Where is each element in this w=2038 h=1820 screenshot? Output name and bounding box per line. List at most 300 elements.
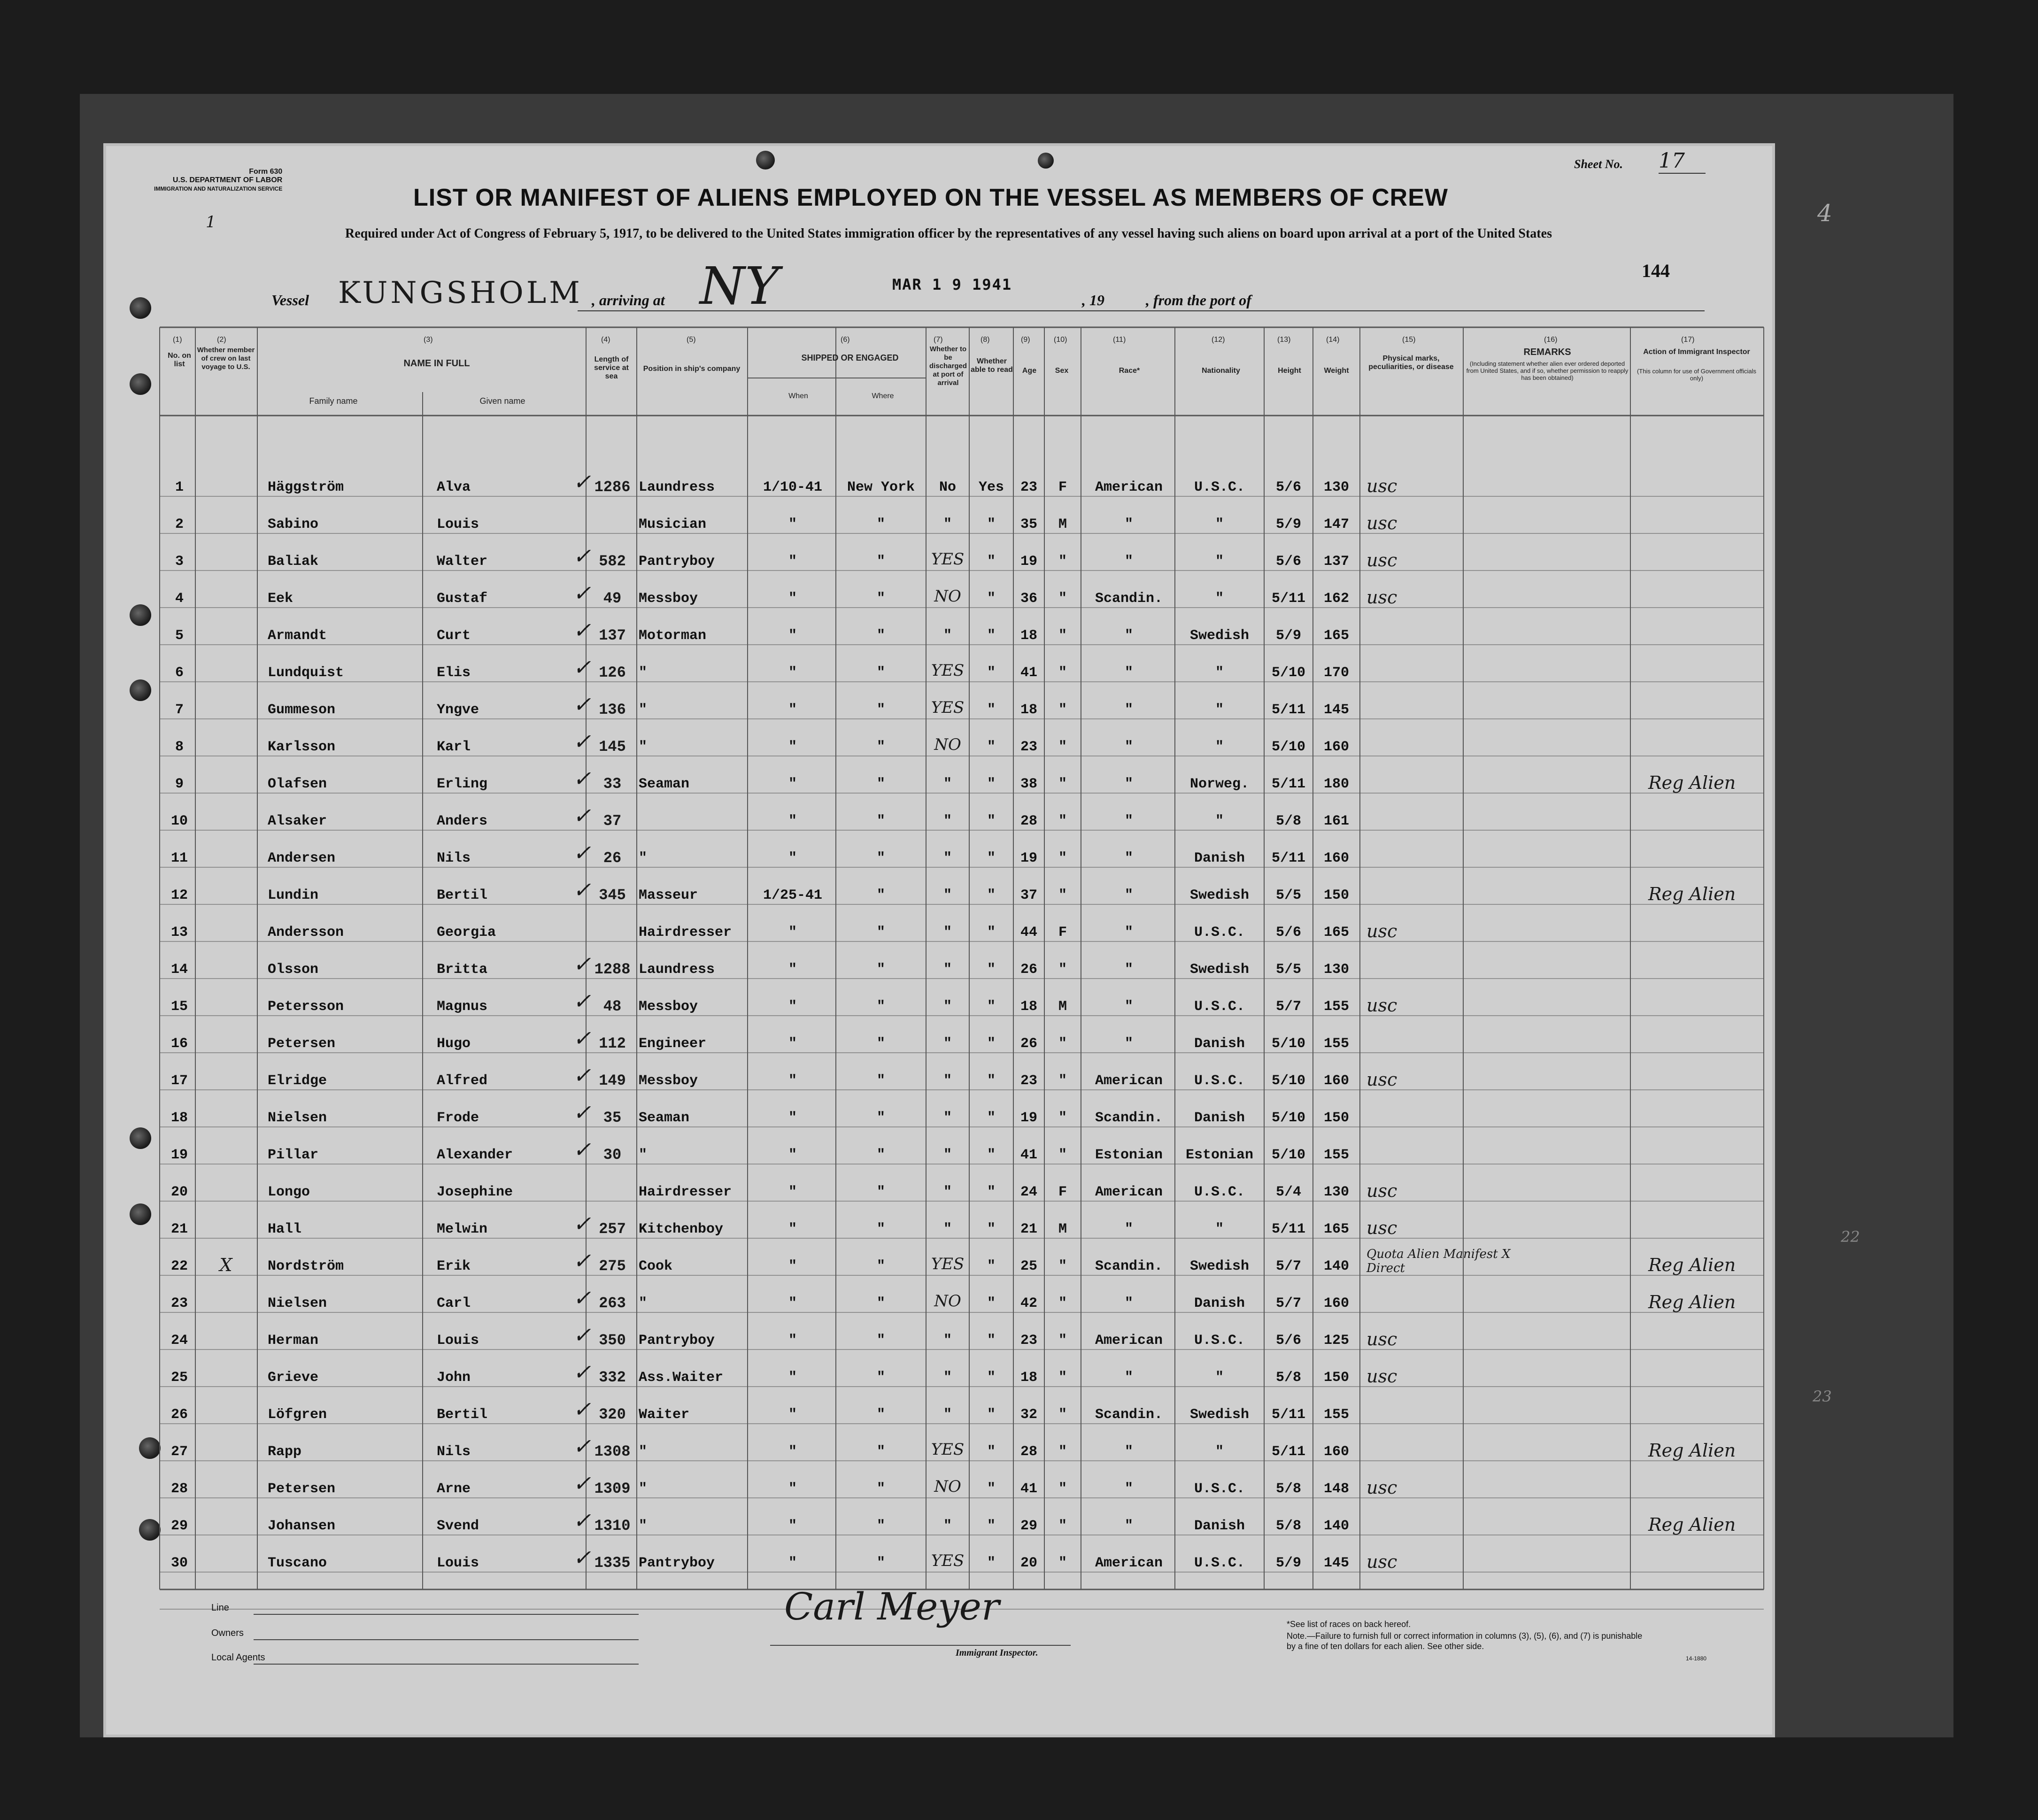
shipped-when: ": [788, 1296, 797, 1311]
service-length: 37: [603, 812, 622, 830]
nationality: Danish: [1194, 1296, 1245, 1311]
table-row: [103, 1136, 1775, 1172]
discharged: YES: [931, 661, 965, 680]
form-number: Form 630: [249, 168, 283, 176]
position: ": [639, 850, 648, 866]
position: ": [639, 1518, 648, 1534]
action-note: (This column for use of Government officials only): [1637, 368, 1757, 382]
shipped-where: ": [876, 1184, 885, 1200]
sex: ": [1058, 628, 1067, 644]
position: Kitchenboy: [639, 1221, 724, 1237]
able-to-read: ": [987, 962, 996, 978]
height: 5/10: [1271, 1036, 1305, 1052]
given-name: Hugo: [437, 1036, 471, 1052]
given-name: Erling: [437, 776, 488, 792]
shipped-where: ": [876, 962, 885, 978]
weight: 170: [1323, 665, 1349, 681]
row-number: 5: [175, 628, 184, 644]
family-name: Olafsen: [268, 776, 327, 792]
sex: F: [1058, 479, 1067, 495]
service-length: 350: [599, 1332, 626, 1349]
height: 5/7: [1275, 999, 1301, 1015]
race: ": [1124, 1518, 1133, 1534]
nationality: Danish: [1194, 850, 1245, 866]
column-13-label: Height: [1278, 367, 1301, 375]
weight: 137: [1323, 554, 1349, 570]
given-name: Josephine: [437, 1184, 513, 1200]
weight: 125: [1323, 1333, 1349, 1349]
column-16-label: REMARKS: [1523, 347, 1571, 357]
weight: 147: [1323, 517, 1349, 532]
sex: ": [1058, 850, 1067, 866]
nationality: U.S.C.: [1194, 479, 1245, 495]
weight: 130: [1323, 962, 1349, 978]
able-to-read: ": [987, 1110, 996, 1126]
vessel-label: Vessel: [271, 292, 309, 308]
column-7-label: Whether to be discharged at port of arrival: [929, 345, 967, 387]
shipped-when: ": [788, 1036, 797, 1052]
height: 5/5: [1275, 962, 1301, 978]
shipped-when: ": [788, 850, 797, 866]
service-length: 33: [603, 775, 622, 793]
position: Ass.Waiter: [639, 1370, 724, 1386]
age: 36: [1020, 591, 1037, 607]
given-name: Melwin: [437, 1221, 488, 1237]
column-3-label: NAME IN FULL: [403, 358, 470, 369]
table-row: [103, 839, 1775, 876]
nationality: Swedish: [1189, 887, 1250, 903]
column-11-number: (11): [1113, 336, 1126, 344]
shipped-when: 1/25-41: [763, 887, 823, 903]
owners-underline: [254, 1639, 639, 1640]
sex: ": [1058, 1258, 1067, 1274]
weight: 160: [1323, 1073, 1349, 1089]
nationality: U.S.C.: [1194, 1481, 1245, 1497]
nationality: ": [1215, 1370, 1224, 1386]
given-name: Frode: [437, 1110, 479, 1126]
row-number: 23: [170, 1296, 188, 1311]
able-to-read: ": [987, 1258, 996, 1274]
page-number: 144: [1642, 260, 1670, 281]
row-number: 15: [170, 999, 188, 1015]
given-name: Yngve: [437, 702, 479, 718]
weight: 150: [1323, 887, 1349, 903]
able-to-read: ": [987, 1407, 996, 1423]
age: 28: [1020, 1444, 1037, 1460]
age: 19: [1020, 850, 1037, 866]
height: 5/6: [1275, 479, 1301, 495]
shipped-where: ": [876, 702, 885, 718]
service-length: 582: [599, 553, 626, 570]
shipped-where: ": [876, 554, 885, 570]
weight: 145: [1323, 702, 1349, 718]
discharged: ": [943, 776, 952, 792]
row-number: 19: [170, 1147, 188, 1163]
table-row: [103, 1470, 1775, 1506]
service-length: 26: [603, 849, 622, 867]
age: 25: [1020, 1258, 1037, 1274]
able-to-read: ": [987, 702, 996, 718]
age: 18: [1020, 628, 1037, 644]
check-mark-icon: ✓: [573, 803, 591, 828]
position: Pantryboy: [639, 1333, 715, 1349]
weight: 155: [1323, 1407, 1349, 1423]
check-mark-icon: ✓: [573, 840, 591, 865]
given-name: Magnus: [437, 999, 488, 1015]
sex: ": [1058, 1147, 1067, 1163]
table-row: [103, 1062, 1775, 1098]
able-to-read: ": [987, 1444, 996, 1460]
weight: 160: [1323, 739, 1349, 755]
check-mark-icon: ✓: [573, 1100, 591, 1125]
able-to-read: ": [987, 591, 996, 607]
shipped-when: ": [788, 1407, 797, 1423]
discharged: ": [943, 1407, 952, 1423]
discharged: ": [943, 517, 952, 532]
height: 5/11: [1271, 1221, 1305, 1237]
weight: 160: [1323, 850, 1349, 866]
table-row: [103, 579, 1775, 616]
row-number: 13: [170, 925, 188, 941]
given-name: Anders: [437, 813, 488, 829]
sex: ": [1058, 554, 1067, 570]
shipped-where: ": [876, 1444, 885, 1460]
family-name: Lundquist: [268, 665, 344, 681]
position: Seaman: [639, 776, 690, 792]
age: 42: [1020, 1296, 1037, 1311]
given-name: Carl: [437, 1296, 471, 1311]
nationality: U.S.C.: [1194, 1555, 1245, 1571]
check-mark-icon: ✓: [573, 580, 591, 606]
race: ": [1124, 702, 1133, 718]
age: 26: [1020, 962, 1037, 978]
service-length: 1310: [594, 1517, 631, 1535]
height: 5/8: [1275, 813, 1301, 829]
column-9-number: (9): [1021, 336, 1030, 344]
service-length: 137: [599, 627, 626, 644]
height: 5/8: [1275, 1370, 1301, 1386]
physical-marks: usc: [1366, 1218, 1397, 1238]
inspector-action: Reg Alien: [1648, 772, 1736, 793]
family-name: Hall: [268, 1221, 302, 1237]
service-length: 320: [599, 1406, 626, 1423]
weight: 130: [1323, 1184, 1349, 1200]
column-17-label: Action of Immigrant Inspector: [1643, 348, 1750, 356]
family-name: Alsaker: [268, 813, 327, 829]
sex: ": [1058, 1444, 1067, 1460]
physical-marks: usc: [1366, 1180, 1397, 1201]
shipped-where: ": [876, 739, 885, 755]
family-name: Lundin: [268, 887, 319, 903]
weight: 155: [1323, 1147, 1349, 1163]
row-number: 14: [170, 962, 188, 978]
inspector-action: Reg Alien: [1648, 884, 1736, 904]
service-length: 126: [599, 664, 626, 681]
column-1-label: No. on list: [168, 352, 191, 368]
service-length: 145: [599, 738, 626, 756]
column-16-number: (16): [1544, 336, 1558, 344]
race: ": [1124, 1221, 1133, 1237]
check-mark-icon: ✓: [573, 1396, 591, 1422]
weight: 165: [1323, 628, 1349, 644]
service-length: 1286: [594, 478, 631, 496]
service-length: 257: [599, 1220, 626, 1238]
race: ": [1124, 554, 1133, 570]
age: 35: [1020, 517, 1037, 532]
check-mark-icon: ✓: [573, 1508, 591, 1533]
row-number: 12: [170, 887, 188, 903]
nationality: ": [1215, 702, 1224, 718]
shipped-where: ": [876, 850, 885, 866]
column-2-label: Whether member of crew on last voyage to U.S.: [197, 346, 255, 371]
nationality: ": [1215, 813, 1224, 829]
discharged: ": [943, 1221, 952, 1237]
check-mark-icon: ✓: [573, 1322, 591, 1348]
age: 28: [1020, 813, 1037, 829]
service-name: IMMIGRATION AND NATURALIZATION SERVICE: [154, 185, 283, 192]
shipped-when: ": [788, 739, 797, 755]
column-15-number: (15): [1402, 336, 1416, 344]
given-name: Bertil: [437, 887, 488, 903]
nationality: Swedish: [1189, 962, 1250, 978]
race: ": [1124, 1296, 1133, 1311]
race: ": [1124, 813, 1133, 829]
age: 41: [1020, 1147, 1037, 1163]
table-row: [103, 505, 1775, 542]
age: 18: [1020, 1370, 1037, 1386]
discharged: ": [943, 1110, 952, 1126]
discharged: YES: [931, 550, 965, 569]
position: ": [639, 739, 648, 755]
shipped-where: New York: [847, 479, 915, 495]
height: 5/11: [1271, 850, 1305, 866]
race: Scandin.: [1095, 591, 1163, 607]
sex: ": [1058, 1407, 1067, 1423]
row-number: 26: [170, 1407, 188, 1423]
shipped-when: ": [788, 702, 797, 718]
position: Messboy: [639, 999, 698, 1015]
check-mark-icon: ✓: [573, 729, 591, 754]
nationality: Swedish: [1189, 1258, 1250, 1274]
shipped-when: ": [788, 665, 797, 681]
given-name: Britta: [437, 962, 488, 978]
physical-marks: usc: [1366, 1551, 1397, 1572]
service-length: 35: [603, 1109, 622, 1126]
shipped-where: ": [876, 665, 885, 681]
shipped-when: ": [788, 1184, 797, 1200]
weight: 150: [1323, 1110, 1349, 1126]
given-name: Curt: [437, 628, 471, 644]
shipped-when: ": [788, 554, 797, 570]
age: 18: [1020, 999, 1037, 1015]
weight: 140: [1323, 1518, 1349, 1534]
able-to-read: ": [987, 850, 996, 866]
nationality: U.S.C.: [1194, 1184, 1245, 1200]
position: Motorman: [639, 628, 707, 644]
age: 23: [1020, 479, 1037, 495]
row-number: 10: [170, 813, 188, 829]
able-to-read: Yes: [978, 479, 1004, 495]
race: ": [1124, 1481, 1133, 1497]
table-row: [103, 1507, 1775, 1543]
family-name: Andersson: [268, 925, 344, 941]
height: 5/11: [1271, 1407, 1305, 1423]
family-name: Nielsen: [268, 1110, 327, 1126]
position: Pantryboy: [639, 554, 715, 570]
shipped-when: ": [788, 1221, 797, 1237]
age: 20: [1020, 1555, 1037, 1571]
physical-marks: usc: [1366, 1477, 1397, 1498]
check-mark-icon: ✓: [573, 1063, 591, 1088]
given-name: Bertil: [437, 1407, 488, 1423]
able-to-read: ": [987, 739, 996, 755]
height: 5/7: [1275, 1258, 1301, 1274]
column-6-number: (6): [841, 336, 850, 344]
sex: ": [1058, 702, 1067, 718]
races-note: *See list of races on back hereof.: [1287, 1619, 1411, 1629]
table-row: [103, 802, 1775, 839]
sex: ": [1058, 739, 1067, 755]
physical-marks: usc: [1366, 476, 1397, 496]
shipped-where: ": [876, 1036, 885, 1052]
sex: ": [1058, 1555, 1067, 1571]
nationality: Norweg.: [1189, 776, 1250, 792]
age: 23: [1020, 1333, 1037, 1349]
row-number: 18: [170, 1110, 188, 1126]
discharged: ": [943, 813, 952, 829]
shipped-where: ": [876, 1481, 885, 1497]
given-name: Louis: [437, 1333, 479, 1349]
shipped-when: ": [788, 776, 797, 792]
sex: ": [1058, 813, 1067, 829]
from-port-label: , from the port of: [1146, 292, 1251, 308]
given-name: Svend: [437, 1518, 479, 1534]
family-name: Johansen: [268, 1518, 336, 1534]
position: Engineer: [639, 1036, 707, 1052]
sex: ": [1058, 962, 1067, 978]
family-name: Petersson: [268, 999, 344, 1015]
age: 19: [1020, 1110, 1037, 1126]
position: Hairdresser: [639, 1184, 732, 1200]
family-name: Rapp: [268, 1444, 302, 1460]
sex: M: [1058, 1221, 1067, 1237]
age: 18: [1020, 702, 1037, 718]
able-to-read: ": [987, 1333, 996, 1349]
sex: ": [1058, 1110, 1067, 1126]
sex: ": [1058, 1296, 1067, 1311]
height: 5/10: [1271, 1073, 1305, 1089]
given-name: Arne: [437, 1481, 471, 1497]
physical-marks: usc: [1366, 1329, 1397, 1350]
able-to-read: ": [987, 665, 996, 681]
family-name: Olsson: [268, 962, 319, 978]
column-4-label: Length of service at sea: [594, 355, 629, 380]
table-row: [103, 691, 1775, 727]
sex: ": [1058, 665, 1067, 681]
service-length: 332: [599, 1369, 626, 1386]
row-number: 20: [170, 1184, 188, 1200]
age: 26: [1020, 1036, 1037, 1052]
discharged: YES: [931, 1255, 965, 1273]
sex: F: [1058, 1184, 1067, 1200]
age: 44: [1020, 925, 1037, 941]
table-row: [103, 1284, 1775, 1321]
table-row: [103, 1396, 1775, 1432]
service-length: 112: [599, 1035, 626, 1052]
shipped-where: ": [876, 517, 885, 532]
table-row: [103, 765, 1775, 802]
check-mark-icon: ✓: [573, 1285, 591, 1311]
able-to-read: ": [987, 1147, 996, 1163]
position: ": [639, 1296, 648, 1311]
table-row: [103, 654, 1775, 690]
shipped-where: ": [876, 887, 885, 903]
column-15-label: Physical marks, peculiarities, or disease: [1368, 355, 1454, 371]
given-name: Alexander: [437, 1147, 513, 1163]
sex: M: [1058, 517, 1067, 532]
height: 5/6: [1275, 1333, 1301, 1349]
able-to-read: ": [987, 776, 996, 792]
weight: 155: [1323, 1036, 1349, 1052]
sex: ": [1058, 1518, 1067, 1534]
discharged: ": [943, 925, 952, 941]
department-name: U.S. DEPARTMENT OF LABOR: [172, 176, 283, 184]
nationality: U.S.C.: [1194, 1073, 1245, 1089]
sex: ": [1058, 1333, 1067, 1349]
table-row: [103, 728, 1775, 764]
race: Estonian: [1095, 1147, 1163, 1163]
weight: 162: [1323, 591, 1349, 607]
family-name: Baliak: [268, 554, 319, 570]
nationality: ": [1215, 591, 1224, 607]
race: Scandin.: [1095, 1110, 1163, 1126]
given-name: Gustaf: [437, 591, 488, 607]
column-17-number: (17): [1681, 336, 1695, 344]
year-label: , 19: [1082, 292, 1104, 308]
discharged: ": [943, 850, 952, 866]
row-number: 3: [175, 554, 184, 570]
row-number: 17: [170, 1073, 188, 1089]
table-row: [103, 1025, 1775, 1061]
shipped-where: ": [876, 628, 885, 644]
weight: 155: [1323, 999, 1349, 1015]
right-margin-mark: 23: [1813, 1388, 1832, 1405]
given-name-subheader: Given name: [479, 396, 525, 406]
discharged: ": [943, 1518, 952, 1534]
shipped-when: ": [788, 1481, 797, 1497]
nationality: Danish: [1194, 1110, 1245, 1126]
position: Hairdresser: [639, 925, 732, 941]
nationality: ": [1215, 665, 1224, 681]
check-mark-icon: ✓: [573, 543, 591, 569]
shipped-when: ": [788, 1444, 797, 1460]
shipped-where: ": [876, 1073, 885, 1089]
family-name: Sabino: [268, 517, 319, 532]
service-length: 1335: [594, 1554, 631, 1572]
shipped-when: ": [788, 591, 797, 607]
arriving-label: , arriving at: [592, 292, 665, 308]
service-length: 30: [603, 1146, 622, 1164]
nationality: U.S.C.: [1194, 925, 1245, 941]
table-row: [103, 468, 1775, 505]
weight: 150: [1323, 1370, 1349, 1386]
service-length: 48: [603, 998, 622, 1015]
check-mark-icon: ✓: [573, 1471, 591, 1496]
height: 5/11: [1271, 702, 1305, 718]
race: ": [1124, 517, 1133, 532]
family-name: Gummeson: [268, 702, 336, 718]
column-1-number: (1): [173, 336, 182, 344]
